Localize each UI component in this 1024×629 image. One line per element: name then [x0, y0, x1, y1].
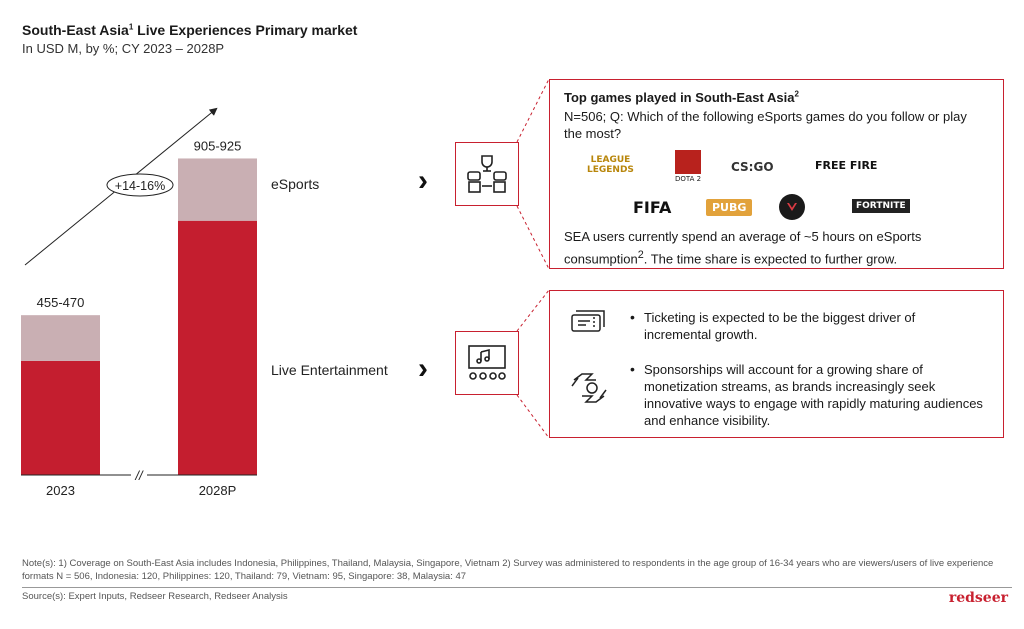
x-tick-label: 2023 [46, 483, 75, 498]
segment-label-esports: eSports [271, 176, 320, 192]
top-games-panel [549, 79, 1004, 269]
chevron-right-icon: › [418, 352, 428, 385]
footnote: Note(s): 1) Coverage on South-East Asia includes Indonesia, Philippines, Thailand, Malaysia, Singapore, Vietnam 2) Survey was administered to respondents in the age group of 16-34 years who are viewers/users of live experience formats N = 506, Indonesia: 120, Philippines: 120, Thailand: 79, Vietnam: 95, Singapore: 38, Malaysia: 47 [22, 558, 994, 582]
brand-logo: redseer [948, 590, 1008, 606]
bullet-ticketing: • Ticketing is expected to be the biggest driver of incremental growth. [630, 309, 916, 342]
valorant-logo [779, 194, 805, 220]
ticket-icon [570, 309, 606, 340]
total-label: 905-925 [193, 138, 242, 154]
segment-label-live: Live Entertainment [271, 362, 388, 378]
source-note: Source(s): Expert Inputs, Redseer Research, Redseer Analysis [22, 591, 288, 602]
pubg-logo: PUBG [706, 199, 752, 216]
league-of-legends-logo: LEAGUE LEGENDS [587, 155, 634, 175]
total-label: 455-470 [36, 295, 85, 311]
dota2-logo: DOTA 2 [675, 150, 701, 183]
survey-question: N=506; Q: Which of the following eSports games do you follow or play the most? [564, 109, 967, 141]
divider [22, 587, 1012, 588]
bullet-sponsorships: • Sponsorships will account for a growing share of monetization streams, as brands increasingly seek innovative ways to engage with rapidly maturing audiences and enhance visibility. [630, 361, 983, 428]
panel-footer-text: SEA users currently spend an average of ~5 hours on eSports consumption$^2$. The time share is expected to further grow. [564, 229, 922, 267]
x-tick-label: 2028P [198, 483, 237, 498]
fortnite-logo: FORTNITE [852, 199, 910, 213]
fifa-logo: FIFA [633, 198, 672, 217]
live-entertainment-panel [549, 290, 1004, 438]
concert-stage-icon [455, 331, 519, 395]
page-subtitle: In USD M, by %; CY 2023 – 2028P [22, 41, 225, 56]
free-fire-logo: FREE FIRE [815, 159, 878, 172]
csgo-logo: CS:GO [731, 160, 774, 174]
esports-trophy-gaming-icon [455, 142, 519, 206]
growth-label: +14-16% [114, 179, 166, 193]
panel-title: Top games played in South-East Asia$^2$ [564, 89, 799, 105]
hand-coin-icon [570, 366, 608, 415]
axis-break-mark: // [135, 468, 143, 483]
page-title: South-East Asia$^1$ Live Experiences Primary market [22, 22, 358, 38]
chevron-right-icon: › [418, 164, 428, 197]
